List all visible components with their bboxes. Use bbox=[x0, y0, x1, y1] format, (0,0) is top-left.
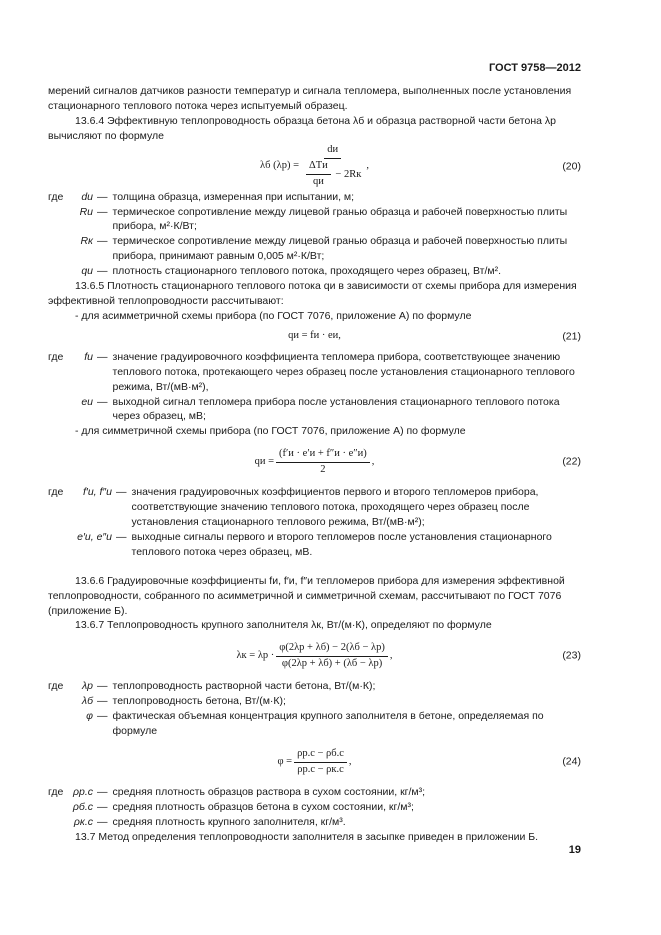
definition-item: где dи — толщина образца, измеренная при испытании, м; bbox=[48, 190, 355, 203]
standard-code: ГОСТ 9758—2012 bbox=[488, 62, 581, 74]
definition-item: Rк — термическое сопротивление между лицевой гранью образца и рабочей поверхностью плиты прибора, принимают равным 0,005 м²·К/Вт; bbox=[80, 235, 568, 263]
page-content bbox=[48, 84, 581, 845]
definition-item: где fи — значение градуировочного коэффициента тепломера прибора, соответствующее значению теплового потока, протекающего через образец после установления стационарного теплового режима, Вт/(мВ·м²), bbox=[48, 350, 575, 393]
formula-21: qи = fи · eи, (21) bbox=[288, 330, 581, 343]
formula-22-number: (22) bbox=[562, 455, 581, 468]
definition-item: φ — фактическая объемная концентрация крупного заполнителя в бетоне, определяемая по формуле bbox=[86, 710, 544, 738]
definition-item: qи — плотность стационарного теплового потока, проходящего через образец, Вт/м². bbox=[81, 265, 502, 278]
clause-13-6-4: 13.6.4 Эффективную теплопроводность образца бетона λб и образца растворной части бетона λр вычисляют по формуле bbox=[48, 114, 556, 142]
formula-20-fraction bbox=[301, 143, 364, 190]
intro-paragraph: мерений сигналов датчиков разности температур и сигнала тепломера, выполненных после установления стационарного теплового потока через испытуемый образец. bbox=[48, 85, 572, 112]
formula-20-denominator: $\frac{\text{ΔTи}}{qи}$ − 2Rк bbox=[301, 159, 364, 190]
clause-13-6-5: 13.6.5 Плотность стационарного теплового потока qи в зависимости от схемы прибора для измерения эффективной теплопроводности рассчитывают: bbox=[48, 280, 577, 307]
definitions-24 bbox=[48, 785, 581, 830]
definitions-23 bbox=[48, 679, 581, 739]
definitions-22 bbox=[48, 485, 581, 560]
definition-item: ρк.с — средняя плотность крупного заполнителя, кг/м³. bbox=[73, 815, 346, 828]
page-number: 19 bbox=[568, 844, 581, 856]
clause-13-6-7: 13.6.7 Теплопроводность крупного заполнителя λк, Вт/(м·К), определяют по формуле bbox=[75, 619, 492, 632]
list-item-asymmetric: - для асимметричной схемы прибора (по ГОСТ 7076, приложение А) по формуле bbox=[75, 309, 472, 322]
definitions-20 bbox=[48, 190, 581, 279]
formula-23: λк = λр · $\frac{\varphi(2\lambda р + \lambda б) - 2(\lambda б - \lambda р)}{\varphi(2\lambda р + \lambda б) + (\lambda б - \lambda р)}$ , (23) bbox=[236, 641, 581, 669]
definition-item: λб — теплопроводность бетона, Вт/(м·К); bbox=[81, 695, 286, 708]
definition-item: где f′и, f″и — значения градуировочных коэффициентов первого и второго тепломеров прибора, соответствующие значению теплового потока, проходящего через образец после установления стационарного теплового режима, Вт/(мВ·м²); bbox=[48, 486, 539, 529]
formula-20: λб (λр) = dи $\frac{\text{ΔTи}}{qи}$ − 2Rк , (20) bbox=[48, 144, 581, 190]
definition-item: eи — выходной сигнал тепломера прибора после установления стационарного теплового потока через образец, мВ; bbox=[81, 395, 560, 423]
list-item-symmetric: - для симметричной схемы прибора (по ГОСТ 7076, приложение А) по формуле bbox=[75, 425, 466, 438]
definition-item: Rи — термическое сопротивление между лицевой гранью образца и рабочей поверхностью плиты прибора, м²·К/Вт; bbox=[79, 205, 568, 233]
definitions-21 bbox=[48, 350, 581, 425]
clause-13-7: 13.7 Метод определения теплопроводности заполнителя в засыпке приведен в приложении Б. bbox=[75, 830, 539, 843]
definition-item: где ρр.с — средняя плотность образцов раствора в сухом состоянии, кг/м³; bbox=[48, 786, 426, 798]
definition-item: ρб.с — средняя плотность образцов бетона в сухом состоянии, кг/м³; bbox=[72, 800, 414, 813]
formula-22: qи = $\frac{(f'и \cdot e'и + f''и \cdot e''и)}{2}$ , (22) bbox=[254, 447, 581, 475]
formula-21-number: (21) bbox=[562, 330, 581, 343]
formula-20-lhs: λб (λр) = bbox=[260, 160, 299, 172]
formula-23-number: (23) bbox=[562, 649, 581, 662]
clause-13-6-6: 13.6.6 Градуировочные коэффициенты fи, f′и, f″и тепломеров прибора для измерения эффективной теплопроводности, собранного по асимметричной и симметричной схемам, рассчитывают по ГОСТ 7076 (приложение Б). bbox=[48, 574, 565, 617]
definition-item: e′и, e″и — выходные сигналы первого и второго тепломеров после установления стационарного теплового потока через образец, мВ. bbox=[77, 530, 552, 558]
formula-24-number: (24) bbox=[562, 755, 581, 768]
formula-20-number: (20) bbox=[562, 160, 581, 173]
formula-20-numerator: dи bbox=[324, 143, 341, 159]
formula-24: φ = $\frac{\rho р.с - \rho б.с}{\rho р.с - \rho к.с}$ , (24) bbox=[277, 747, 581, 775]
definition-item: где λр — теплопроводность растворной части бетона, Вт/(м·К); bbox=[48, 680, 376, 693]
